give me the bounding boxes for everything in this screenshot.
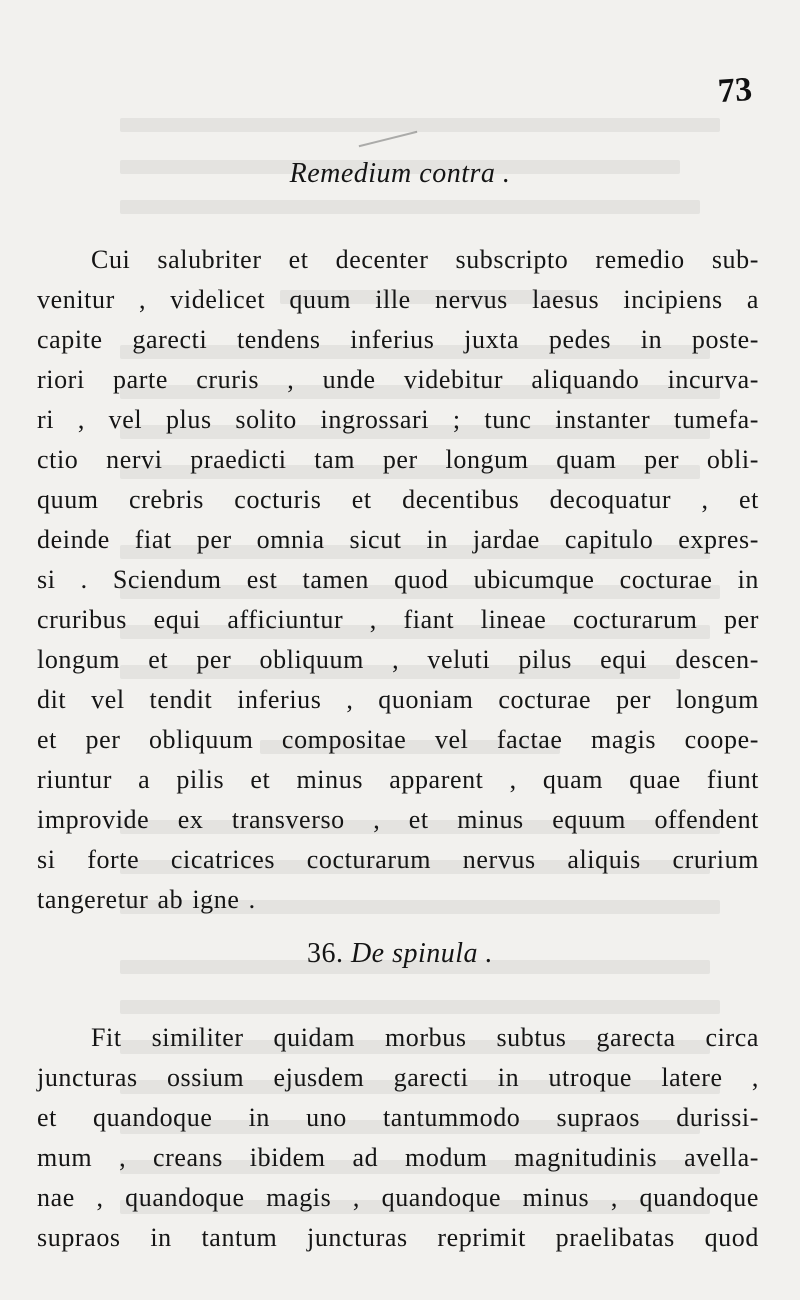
- text-line: ri , vel plus solito ingrossari ; tunc instanter tumefa-: [37, 405, 759, 434]
- text-line: dit vel tendit inferius , quoniam cocturae per longum: [37, 685, 759, 714]
- text-line: mum , creans ibidem ad modum magnitudinis avella-: [37, 1143, 759, 1172]
- text-line: riuntur a pilis et minus apparent , quam quae fiunt: [37, 765, 759, 794]
- paragraph-de-spinula: [37, 1018, 759, 1258]
- text-line: Cui salubriter et decenter subscripto remedio sub-: [91, 245, 759, 274]
- section-title: De spinula .: [350, 938, 494, 969]
- text-line: capite garecti tendens inferius juxta pedes in poste-: [37, 325, 759, 354]
- text-line: venitur , videlicet quum ille nervus laesus incipiens a: [37, 285, 759, 314]
- text-line: quum crebris cocturis et decentibus decoquatur , et: [37, 485, 759, 514]
- text-line: riori parte cruris , unde videbitur aliquando incurva-: [37, 365, 759, 394]
- text-line: ctio nervi praedicti tam per longum quam per obli-: [37, 445, 759, 474]
- pen-mark: [359, 131, 418, 147]
- section-number: 36.: [306, 938, 344, 969]
- text-line: improvide ex transverso , et minus equum offendent: [37, 805, 759, 834]
- paragraph-remedium: [37, 240, 759, 920]
- text-line: juncturas ossium ejusdem garecti in utroque latere ,: [37, 1063, 759, 1092]
- text-line: Fit similiter quidam morbus subtus garecta circa: [91, 1023, 759, 1052]
- text-line: deinde fiat per omnia sicut in jardae capitulo expres-: [37, 525, 759, 554]
- section-heading-de-spinula: [0, 938, 800, 970]
- text-line: cruribus equi afficiuntur , fiant lineae cocturarum per: [37, 605, 759, 634]
- text-line: si . Sciendum est tamen quod ubicumque cocturae in: [37, 565, 759, 594]
- text-line: et per obliquum compositae vel factae magis coope-: [37, 725, 759, 754]
- section-heading-remedium: Remedium contra .: [289, 158, 511, 189]
- text-line: et quandoque in uno tantummodo supraos durissi-: [37, 1103, 759, 1132]
- text-line: longum et per obliquum , veluti pilus equi descen-: [37, 645, 759, 674]
- text-line: nae , quandoque magis , quandoque minus , quandoque: [37, 1183, 759, 1212]
- page-number: 73: [716, 70, 754, 111]
- text-line: supraos in tantum juncturas reprimit praelibatas quod: [37, 1223, 759, 1252]
- text-line: tangeretur ab igne .: [37, 885, 256, 914]
- text-line: si forte cicatrices cocturarum nervus aliquis crurium: [37, 845, 759, 874]
